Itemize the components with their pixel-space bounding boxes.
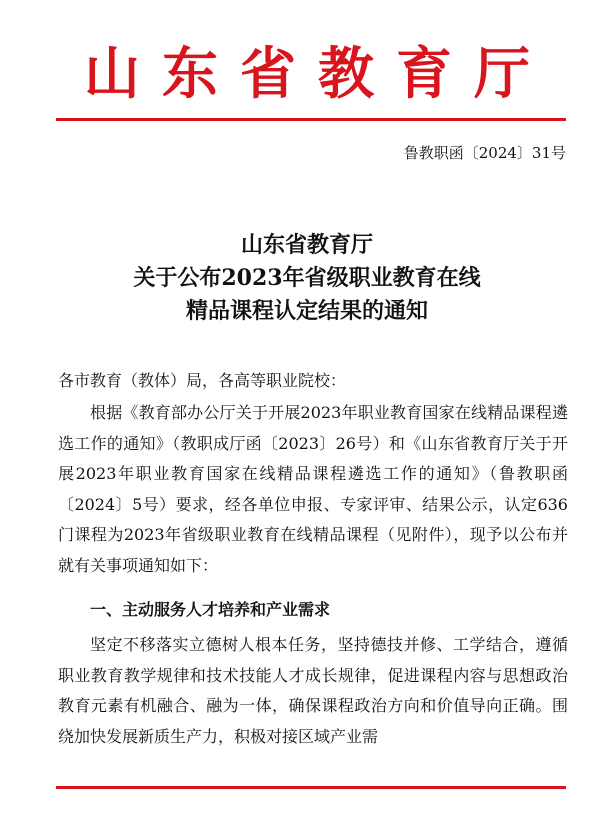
title-line-2: 关于公布2023年省级职业教育在线 — [133, 265, 481, 291]
title-line-1: 山东省教育厅 — [240, 232, 373, 258]
document-title — [0, 229, 614, 328]
salutation: 各市教育（教体）局，各高等职业院校： — [58, 371, 347, 390]
section-heading-1: 一、主动服务人才培养和产业需求 — [90, 600, 331, 619]
title-line-3: 精品课程认定结果的通知 — [185, 298, 428, 324]
document-number: 鲁教职函〔2024〕31号 — [403, 144, 566, 162]
body-paragraph-2: 坚定不移落实立德树人根本任务，坚持德技并修、工学结合，遵循职业教育教学规律和技术技能人才成长规律，促进课程内容与思想政治教育元素有机融合、融为一体，确保课程政治方向和价值导向正确。围绕加快发展新质生产力，积极对接区域产业需 — [58, 635, 568, 746]
masthead-title: 山东省教育厅 — [84, 41, 552, 107]
body-paragraph-1: 根据《教育部办公厅关于开展2023年职业教育国家在线精品课程遴选工作的通知》（教职成厅函〔2023〕26号）和《山东省教育厅关于开展2023年职业教育国家在线精品课程遴选工作的通知》（鲁教职函〔2024〕5号）要求，经各单位申报、专家评审、结果公示，认定636门课程为2023年省级职业教育在线精品课程（见附件），现予以公布并就有关事项通知如下： — [58, 403, 568, 575]
masthead-red-rule — [56, 118, 566, 121]
footer-red-rule — [56, 786, 566, 789]
